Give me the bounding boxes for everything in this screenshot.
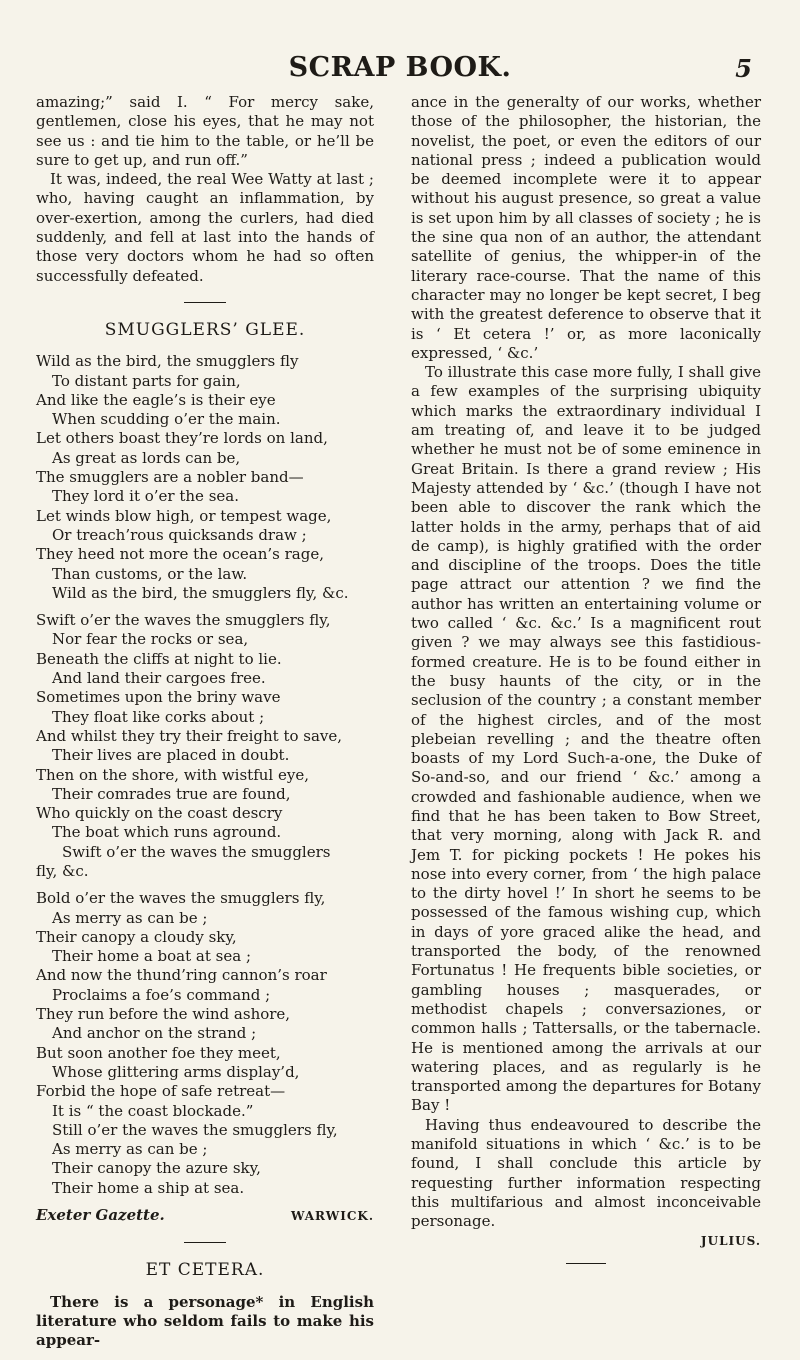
- et-cetera-paragraph-2: To illustrate this case more fully, I shall give a few examples of the surprising ubiquity which marks the extraordinary individual I am treating of, and leave it to be judged whether he must not be of some eminence in Great Britain. Is there a grand review ; His Majesty attended by ‘ &c.’ (though I have not been able to discover the rank which the latter holds in the army, perhaps that of aid de camp), is highly gratified with the order and discipline of the troops. Does the title page attract our attention ? we find the author has written an entertaining volume or two called ‘ &c. &c.’ Is a magnificent rout given ? we may always see this fastidious-formed creature. He is to be found either in the busy haunts of the city, or in the seclusion of the country ; a constant member of the highest circles, and of the most plebeian revelling ; and the theatre often boasts of my Lord Such-a-one, the Duke of So-and-so, and our friend ‘ &c.’ among a crowded and fashionable audience, when we find that he has been taken to Bow Street, that very morning, along with Jack R. and Jem T. for picking pockets ! He pokes his nose into every corner, from ‘ the high palace to the dirty hovel !’ In short he seems to be possessed of the famous wishing cup, which in days of yore graced alike the head, and transported the body, of the renowned Fortunatus ! He frequents bible societies, or gambling houses ; masquerades, or methodist chapels ; conversaziones, or common halls ; Tattersalls, or the tabernacle. He is mentioned among the arrivals at our watering places, and as regularly is he transported among the departures for Botany Bay !: [411, 363, 761, 1115]
- verse-line: To distant parts for gain,: [52, 371, 241, 390]
- verse-line: Wild as the bird, the smugglers fly: [36, 352, 299, 371]
- verse-line: As merry as can be ;: [52, 1140, 208, 1159]
- verse-line: Whose glittering arms display’d,: [52, 1062, 300, 1081]
- running-title: SCRAP BOOK.: [288, 52, 512, 83]
- verse-line: Let winds blow high, or tempest wage,: [36, 506, 332, 525]
- et-cetera-paragraph-3: Having thus endeavoured to describe the manifold situations in which ‘ &c.’ is to be found, I shall conclude this article by requesting further information respecting this multifarious and almost inconceivable personage.: [411, 1115, 761, 1231]
- verse-line: Their lives are placed in doubt.: [52, 746, 290, 765]
- verse-line: Sometimes upon the briny wave: [36, 688, 281, 707]
- glee-stanza-2: [36, 611, 374, 881]
- glee-source: [36, 1206, 374, 1226]
- verse-line: And whilst they try their freight to save,: [36, 726, 343, 745]
- verse-line: Bold o’er the waves the smugglers fly,: [36, 889, 326, 908]
- verse-line: They float like corks about ;: [52, 707, 265, 726]
- verse-line: They heed not more the ocean’s rage,: [36, 545, 324, 564]
- glee-stanza-1: [36, 352, 374, 603]
- verse-line: Their canopy the azure sky,: [52, 1159, 261, 1178]
- verse-line: When scudding o’er the main.: [52, 410, 281, 429]
- verse-line: And anchor on the strand ;: [52, 1024, 257, 1043]
- verse-line: And land their cargoes free.: [52, 669, 266, 688]
- verse-line: As merry as can be ;: [52, 908, 208, 927]
- page-header: [0, 52, 800, 92]
- verse-line: Still o’er the waves the smugglers fly,: [52, 1120, 338, 1139]
- et-cetera-opening: There is a personage* in English literature who seldom fails to make his appear-: [36, 1292, 374, 1350]
- page-number: 5: [735, 54, 752, 83]
- intro-paragraph-1: amazing;” said I. “ For mercy sake, gentlemen, close his eyes, that he may not see us : and tie him to the table, or he’ll be sure to get up, and run off.”: [36, 93, 374, 169]
- intro-paragraph-2: It was, indeed, the real Wee Watty at last ; who, having caught an inflammation, by over-exertion, among the curlers, had died suddenly, and fell at last into the hands of those very doctors whom he had so often successfully defeated.: [36, 170, 374, 285]
- verse-line: But soon another foe they meet,: [36, 1043, 281, 1062]
- verse-line: Than customs, or the law.: [52, 564, 248, 583]
- verse-line: Their comrades true are found,: [52, 784, 291, 803]
- end-divider: [566, 1263, 606, 1264]
- verse-line: Nor fear the rocks or sea,: [52, 630, 249, 649]
- et-cetera-title: ET CETERA.: [145, 1260, 265, 1281]
- verse-line: The boat which runs aground.: [52, 823, 282, 842]
- verse-line: And now the thund’ring cannon’s roar: [36, 966, 327, 985]
- glee-title: SMUGGLERS’ GLEE.: [104, 319, 306, 340]
- source-signature: WARWICK.: [291, 1209, 374, 1224]
- verse-line: Then on the shore, with wistful eye,: [36, 765, 309, 784]
- verse-line: The smugglers are a nobler band—: [36, 468, 304, 487]
- verse-line: It is “ the coast blockade.”: [52, 1101, 254, 1120]
- verse-line: Their home a boat at sea ;: [52, 947, 251, 966]
- verse-line: They run before the wind ashore,: [36, 1005, 291, 1024]
- author-signature: JULIUS.: [700, 1233, 761, 1248]
- verse-line: Let others boast they’re lords on land,: [36, 429, 328, 448]
- verse-line: Their home a ship at sea.: [52, 1178, 245, 1197]
- verse-line: Who quickly on the coast descry: [36, 804, 283, 823]
- verse-line: Or treach’rous quicksands draw ;: [52, 525, 307, 544]
- verse-line: They lord it o’er the sea.: [52, 487, 239, 506]
- verse-line: fly, &c.: [36, 861, 89, 880]
- et-cetera-paragraph-1: ance in the generalty of our works, whether those of the philosopher, the historian, the novelist, the poet, or even the editors of our national press ; indeed a publication would be deemed incomplete were it to appear without his august presence, so great a value is set upon him by all classes of society ; he is the sine qua non of an author, the attendant satellite of genius, the whipper-in of the literary race-course. That the name of this character may no longer be kept secret, I beg with the greatest deference to observe that it is ‘ Et cetera !’ or, as more laconically expressed, ‘ &c.’: [411, 93, 761, 362]
- verse-line: Beneath the cliffs at night to lie.: [36, 649, 282, 668]
- right-column: [411, 93, 761, 1264]
- verse-line: Forbid the hope of safe retreat—: [36, 1082, 286, 1101]
- verse-line: Proclaims a foe’s command ;: [52, 985, 271, 1004]
- section-divider: [184, 302, 226, 303]
- glee-stanza-3: [36, 889, 374, 1198]
- verse-line: Wild as the bird, the smugglers fly, &c.: [52, 583, 349, 602]
- verse-line: And like the eagle’s is their eye: [36, 390, 276, 409]
- verse-line: Swift o’er the waves the smugglers: [62, 842, 331, 861]
- verse-line: Swift o’er the waves the smugglers fly,: [36, 611, 331, 630]
- left-column: [36, 93, 374, 1351]
- section-divider: [184, 1242, 226, 1243]
- verse-line: As great as lords can be,: [52, 448, 241, 467]
- source-publication: Exeter Gazette.: [36, 1206, 165, 1225]
- verse-line: Their canopy a cloudy sky,: [36, 927, 237, 946]
